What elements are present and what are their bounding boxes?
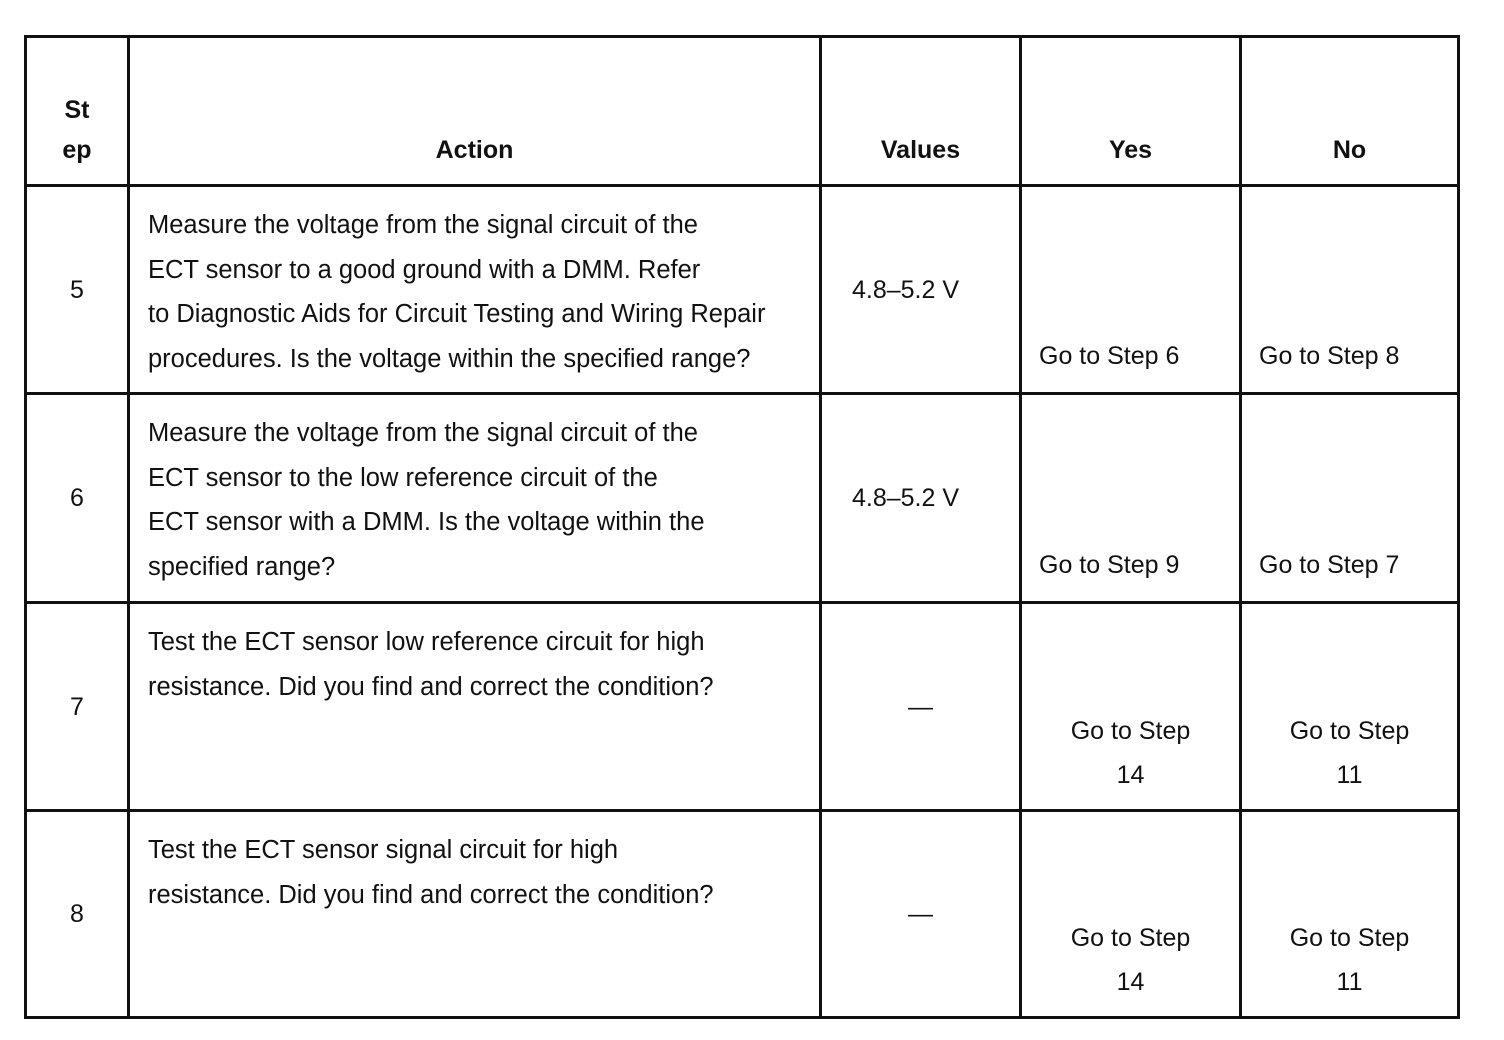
header-yes: Yes: [1022, 38, 1242, 187]
step-number: 6: [27, 395, 130, 604]
step-value: —: [822, 604, 1022, 812]
step-number: 7: [27, 604, 130, 812]
step-yes: Go to Step 14: [1022, 812, 1242, 1016]
step-value: 4.8–5.2 V: [822, 187, 1022, 395]
step-no: Go to Step 7: [1242, 395, 1457, 604]
diagnostic-table: [24, 35, 1460, 1019]
step-action: Measure the voltage from the signal circuit of the ECT sensor to a good ground with a DMM. Refer to Diagnostic Aids for Circuit Testing and Wiring Repair procedures. Is the voltage within the specified range?: [130, 187, 822, 395]
step-yes: Go to Step 9: [1022, 395, 1242, 604]
step-number: 5: [27, 187, 130, 395]
step-no: Go to Step 11: [1289, 924, 1410, 996]
step-action: Measure the voltage from the signal circuit of the ECT sensor to the low reference circuit of the ECT sensor with a DMM. Is the voltage within the specified range?: [130, 395, 822, 604]
step-value: —: [822, 812, 1022, 1016]
step-action: Test the ECT sensor low reference circuit for high resistance. Did you find and correct the condition?: [130, 604, 822, 812]
step-no: Go to Step 11: [1242, 604, 1457, 812]
step-value: 4.8–5.2 V: [822, 395, 1022, 604]
header-values: Values: [822, 38, 1022, 187]
header-action: Action: [130, 38, 822, 187]
step-no: Go to Step 8: [1242, 187, 1457, 395]
step-number: 8: [27, 812, 130, 1016]
header-step: St ep: [27, 38, 130, 187]
step-action: Test the ECT sensor signal circuit for high resistance. Did you find and correct the condition?: [130, 812, 822, 1016]
header-no: No: [1242, 38, 1457, 187]
step-yes: Go to Step 14: [1022, 604, 1242, 812]
step-yes: Go to Step 6: [1022, 187, 1242, 395]
